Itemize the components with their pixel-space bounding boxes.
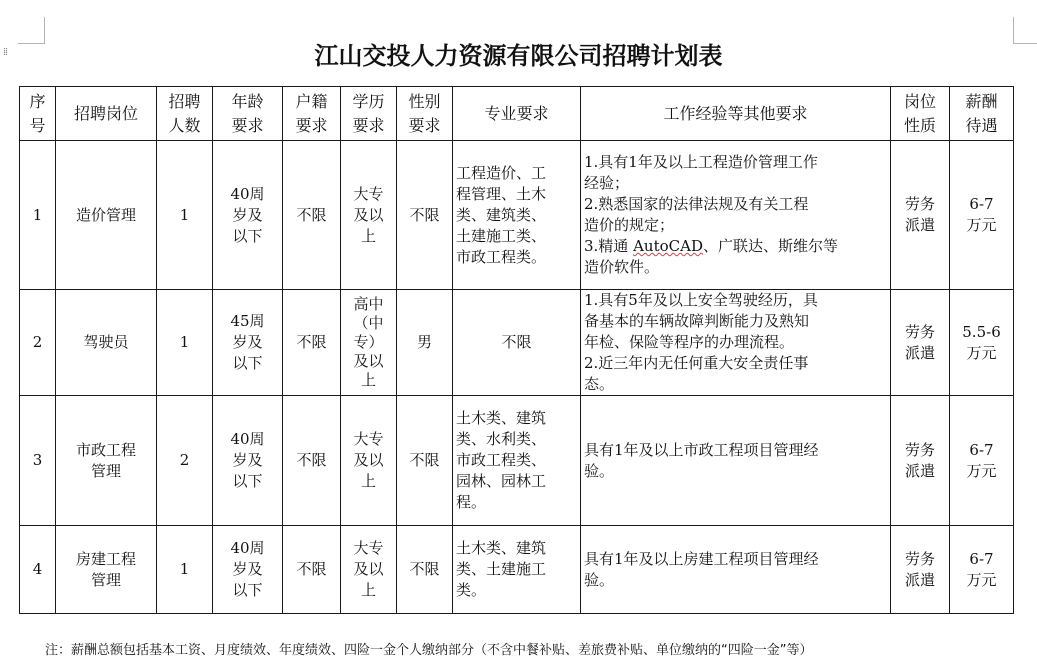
header-nature: 岗位 性质: [891, 87, 950, 141]
cell-position: 造价管理: [56, 141, 157, 290]
cell-salary: 6-7 万元: [950, 141, 1014, 290]
experience-spellcheck-word: AutoCAD: [633, 237, 703, 255]
cell-seq: 1: [20, 141, 56, 290]
cell-major: 土木类、建筑 类、水利类、 市政工程类、 园林、园林工 程。: [453, 396, 581, 526]
table-row: [20, 526, 1014, 614]
cell-seq: 2: [20, 290, 56, 396]
experience-text-part: 、广联达、斯维尔等 造价软件。: [584, 237, 838, 276]
cell-age: 40周 岁及 以下: [213, 396, 283, 526]
cell-education: 大专 及以 上: [341, 141, 397, 290]
header-major: 专业要求: [453, 87, 581, 141]
cell-hukou: 不限: [283, 526, 341, 614]
cell-nature: 劳务 派遣: [891, 290, 950, 396]
cell-position: 驾驶员: [56, 290, 157, 396]
cell-hukou: 不限: [283, 396, 341, 526]
header-seq: 序 号: [20, 87, 56, 141]
table-row: [20, 396, 1014, 526]
cell-count: 1: [157, 141, 213, 290]
table-drag-handle-icon[interactable]: ⁞⁞: [3, 45, 8, 58]
header-education: 学历 要求: [341, 87, 397, 141]
recruitment-plan-table: [19, 86, 1014, 614]
cell-age: 40周 岁及 以下: [213, 526, 283, 614]
cell-count: 1: [157, 526, 213, 614]
table-row: [20, 290, 1014, 396]
experience-text-part: 1.具有1年及以上工程造价管理工作 经验； 2.熟悉国家的法律法规及有关工程 造价的规定； 3.精通: [584, 153, 818, 255]
cell-major: 土木类、建筑 类、土建施工 类。: [453, 526, 581, 614]
cell-gender: 不限: [397, 396, 453, 526]
header-count: 招聘 人数: [157, 87, 213, 141]
header-salary: 薪酬 待遇: [950, 87, 1014, 141]
table-header-row: [20, 87, 1014, 141]
header-gender: 性别 要求: [397, 87, 453, 141]
cell-age: 45周 岁及 以下: [213, 290, 283, 396]
cell-seq: 4: [20, 526, 56, 614]
cell-age: 40周 岁及 以下: [213, 141, 283, 290]
header-hukou: 户籍 要求: [283, 87, 341, 141]
cell-education: 大专 及以 上: [341, 396, 397, 526]
document-title: 江山交投人力资源有限公司招聘计划表: [314, 42, 723, 70]
cell-count: 2: [157, 396, 213, 526]
cell-seq: 3: [20, 396, 56, 526]
header-age: 年龄 要求: [213, 87, 283, 141]
cell-salary: 6-7 万元: [950, 396, 1014, 526]
cell-education: 大专 及以 上: [341, 526, 397, 614]
cell-hukou: 不限: [283, 290, 341, 396]
cell-position: 房建工程 管理: [56, 526, 157, 614]
cell-salary: 5.5-6 万元: [950, 290, 1014, 396]
cell-major: 不限: [453, 290, 581, 396]
cell-nature: 劳务 派遣: [891, 526, 950, 614]
header-experience: 工作经验等其他要求: [581, 87, 891, 141]
cell-experience: 具有1年及以上市政工程项目管理经 验。: [581, 396, 891, 526]
cell-gender: 男: [397, 290, 453, 396]
cell-nature: 劳务 派遣: [891, 141, 950, 290]
header-position: 招聘岗位: [56, 87, 157, 141]
cell-gender: 不限: [397, 526, 453, 614]
cell-education: 高中 （中 专） 及以 上: [341, 290, 397, 396]
cell-nature: 劳务 派遣: [891, 396, 950, 526]
salary-footnote: 注：薪酬总额包括基本工资、月度绩效、年度绩效、四险一金个人缴纳部分（不含中餐补贴、差旅费补贴、单位缴纳的“四险一金”等）: [45, 643, 813, 658]
cell-experience: [581, 141, 891, 290]
cell-gender: 不限: [397, 141, 453, 290]
cell-hukou: 不限: [283, 141, 341, 290]
cell-count: 1: [157, 290, 213, 396]
cell-experience: 1.具有5年及以上安全驾驶经历，具 备基本的车辆故障判断能力及熟知 年检、保险等程序的办理流程。 2.近三年内无任何重大安全责任事 态。: [581, 290, 891, 396]
cell-experience: 具有1年及以上房建工程项目管理经 验。: [581, 526, 891, 614]
cell-salary: 6-7 万元: [950, 526, 1014, 614]
table-row: [20, 141, 1014, 290]
cell-major: 工程造价、工 程管理、土木 类、建筑类、 土建施工类、 市政工程类。: [453, 141, 581, 290]
cell-position: 市政工程 管理: [56, 396, 157, 526]
